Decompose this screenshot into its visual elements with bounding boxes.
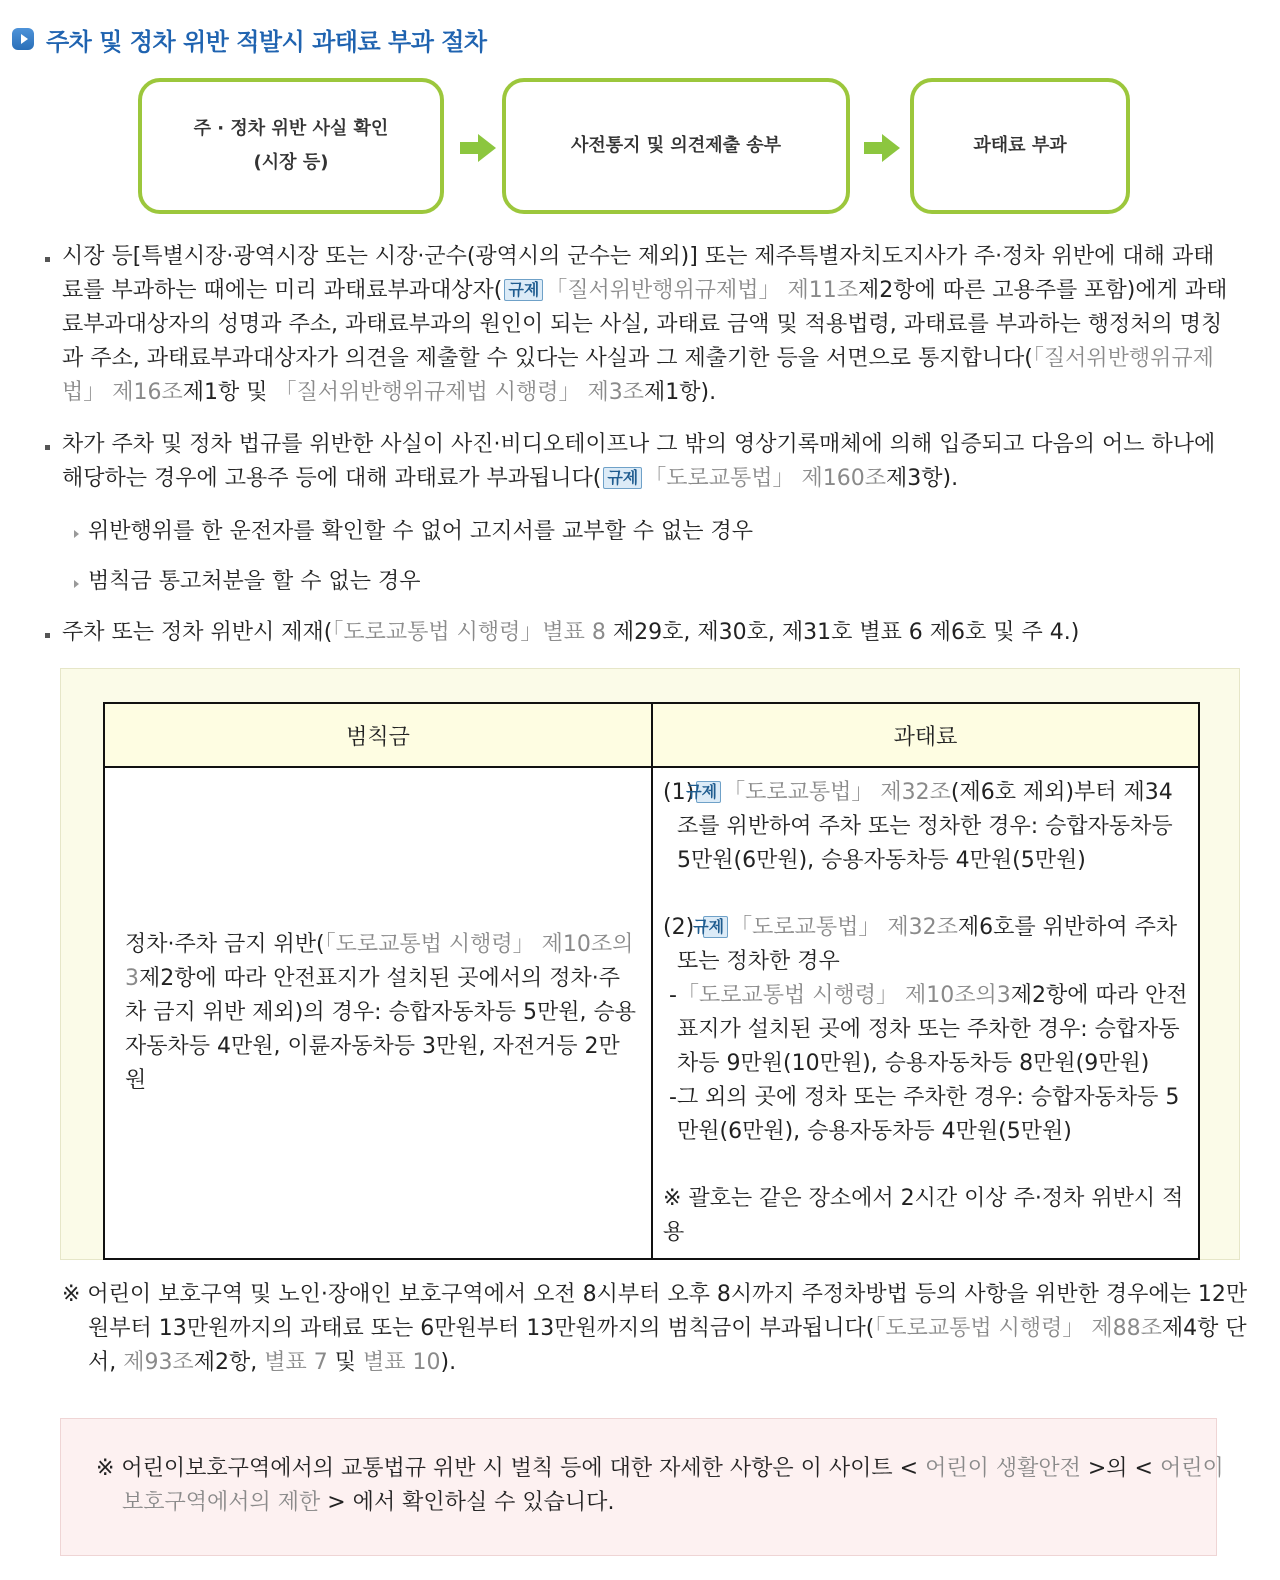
- info-box-text: ※ 어린이보호구역에서의 교통법규 위반 시 벌칙 등에 대한 자세한 사항은 이 사이트 < 어린이 생활안전 >의 < 어린이 보호구역에서의 제한 > 에서 확인하실 수 있습니다.: [96, 1456, 1224, 1515]
- fee-table: [103, 702, 1200, 1260]
- sub-bullet-icon: [74, 530, 79, 538]
- penalty-item-2a: -「도로교통법 시행령」 제10조의3제2항에 따라 안전표지가 설치된 곳에 정차 또는 주차한 경우: 승합자동차등 9만원(10만원), 승용자동차등 8만원(9만원): [669, 983, 1188, 1076]
- table-cell-penalty: [652, 767, 1199, 1259]
- flow-step-check-sub: (시장 등): [253, 152, 329, 173]
- law-link[interactable]: 「도로교통법 시행령」별표 8: [332, 620, 606, 645]
- site-link-child-safety[interactable]: 어린이 생활안전: [925, 1456, 1081, 1481]
- law-link[interactable]: 「도로교통법 시행령」 제10조의3: [676, 983, 1011, 1008]
- penalty-item-2b: -그 외의 곳에 정차 또는 주차한 경우: 승합자동차등 5만원(6만원), 승용자동차등 4만원(5만원): [669, 1085, 1180, 1144]
- flow-arrow-icon: [864, 134, 902, 162]
- sub-bullet-icon: [74, 580, 79, 588]
- law-link[interactable]: 제93조: [123, 1350, 194, 1375]
- bullet-icon: [45, 257, 50, 262]
- law-link[interactable]: 별표 7: [264, 1350, 328, 1375]
- sub-item-no-notice: 범칙금 통고처분을 할 수 없는 경우: [88, 569, 421, 594]
- law-link[interactable]: 「도로교통법 시행령」 제10조의3: [125, 932, 634, 991]
- flow-step-impose-label: 과태료 부과: [973, 135, 1067, 156]
- flow-step-check-label: 주 · 정차 위반 사실 확인: [193, 118, 389, 139]
- law-link[interactable]: 「질서위반행위규제법」 제11조: [545, 278, 859, 303]
- regulation-badge[interactable]: 규제: [703, 916, 728, 938]
- flow-step-notice: [502, 78, 850, 214]
- penalty-item-2: (2) 규제 「도로교통법」 제32조제6호를 위반하여 주차 또는 정차한 경우: [663, 915, 1178, 974]
- law-link[interactable]: 「도로교통법 시행령」 제88조: [874, 1316, 1162, 1341]
- law-link[interactable]: 「질서위반행위규제법 시행령」 제3조: [274, 380, 645, 405]
- table-header-penalty: 과태료: [652, 703, 1199, 767]
- site-link-zone-restriction[interactable]: 어린이 보호구역에서의 제한: [122, 1456, 1224, 1515]
- paragraph-employer: 차가 주차 및 정차 법규를 위반한 사실이 사진·비디오테이프나 그 밖의 영상기록매체에 의해 입증되고 다음의 어느 하나에 해당하는 경우에 고용주 등에 대해 과태료가 부과됩니다( 규제 「도로교통법」 제160조제3항).: [62, 432, 1216, 491]
- paragraph-sanctions: 주차 또는 정차 위반시 제재(「도로교통법 시행령」별표 8 제29호, 제30호, 제31호 별표 6 제6호 및 주 4.): [62, 620, 1080, 645]
- bullet-icon: [45, 633, 50, 638]
- flow-step-impose: [910, 78, 1130, 214]
- flow-step-check: [138, 78, 444, 214]
- law-link[interactable]: 「도로교통법」 제160조: [644, 466, 887, 491]
- law-link[interactable]: 「도로교통법」 제32조: [730, 915, 958, 940]
- play-bullet-icon: [12, 28, 34, 50]
- law-link[interactable]: 별표 10: [363, 1350, 441, 1375]
- bullet-icon: [45, 445, 50, 450]
- flow-step-notice-label: 사전통지 및 의견제출 송부: [570, 135, 782, 156]
- table-cell-fine: 정차·주차 금지 위반(「도로교통법 시행령」 제10조의3제2항에 따라 안전표지가 설치된 곳에서의 정차·주차 금지 위반 제외)의 경우: 승합자동차등 5만원, 승용자동차등 4만원, 이륜자동차등 3만원, 자전거등 2만원: [104, 767, 652, 1259]
- section-title: [12, 24, 487, 54]
- page-title: 주차 및 정차 위반 적발시 과태료 부과 절차: [46, 27, 487, 56]
- law-link[interactable]: 「도로교통법」 제32조: [723, 780, 951, 805]
- flow-arrow-icon: [460, 134, 498, 162]
- penalty-item-1: (1)규제 「도로교통법」 제32조(제6호 제외)부터 제34조를 위반하여 주차 또는 정차한 경우: 승합자동차등 5만원(6만원), 승용자동차등 4만원(5만원): [663, 780, 1173, 873]
- regulation-badge[interactable]: 규제: [603, 467, 642, 489]
- paragraph-notice: 시장 등[특별시장·광역시장 또는 시장·군수(광역시의 군수는 제외)] 또는 제주특별자치도지사가 주·정차 위반에 대해 과태료를 부과하는 때에는 미리 과태료부과대상자( 규제 「질서위반행위규제법」 제11조제2항에 따른 고용주를 포함)에게 과태료부과대상자의 성명과 주소, 과태료부과의 원인이 되는 사실, 과태료 금액 및 적용법령, 과태료를 부과하는 행정처의 명칭과 주소, 과태료부과대상자가 의견을 제출할 수 있다는 사실과 그 제출기한 등을 서면으로 통지합니다(「질서위반행위규제법」 제16조제1항 및 「질서위반행위규제법 시행령」 제3조제1항).: [62, 244, 1228, 405]
- protection-zone-note: ※ 어린이 보호구역 및 노인·장애인 보호구역에서 오전 8시부터 오후 8시까지 주정차방법 등의 사항을 위반한 경우에는 12만원부터 13만원까지의 과태료 또는 6만원부터 13만원까지의 범칙금이 부과됩니다(「도로교통법 시행령」 제88조제4항 단서, 제93조제2항, 별표 7 및 별표 10).: [62, 1282, 1248, 1375]
- penalty-note: ※ 괄호는 같은 장소에서 2시간 이상 주·정차 위반시 적용: [663, 1186, 1184, 1245]
- table-header-fine: 범칙금: [104, 703, 652, 767]
- regulation-badge[interactable]: 규제: [696, 781, 721, 803]
- sub-item-driver-unknown: 위반행위를 한 운전자를 확인할 수 없어 고지서를 교부할 수 없는 경우: [88, 519, 753, 544]
- regulation-badge[interactable]: 규제: [504, 279, 543, 301]
- law-link[interactable]: 「질서위반행위규제법」 제16조: [62, 346, 1214, 405]
